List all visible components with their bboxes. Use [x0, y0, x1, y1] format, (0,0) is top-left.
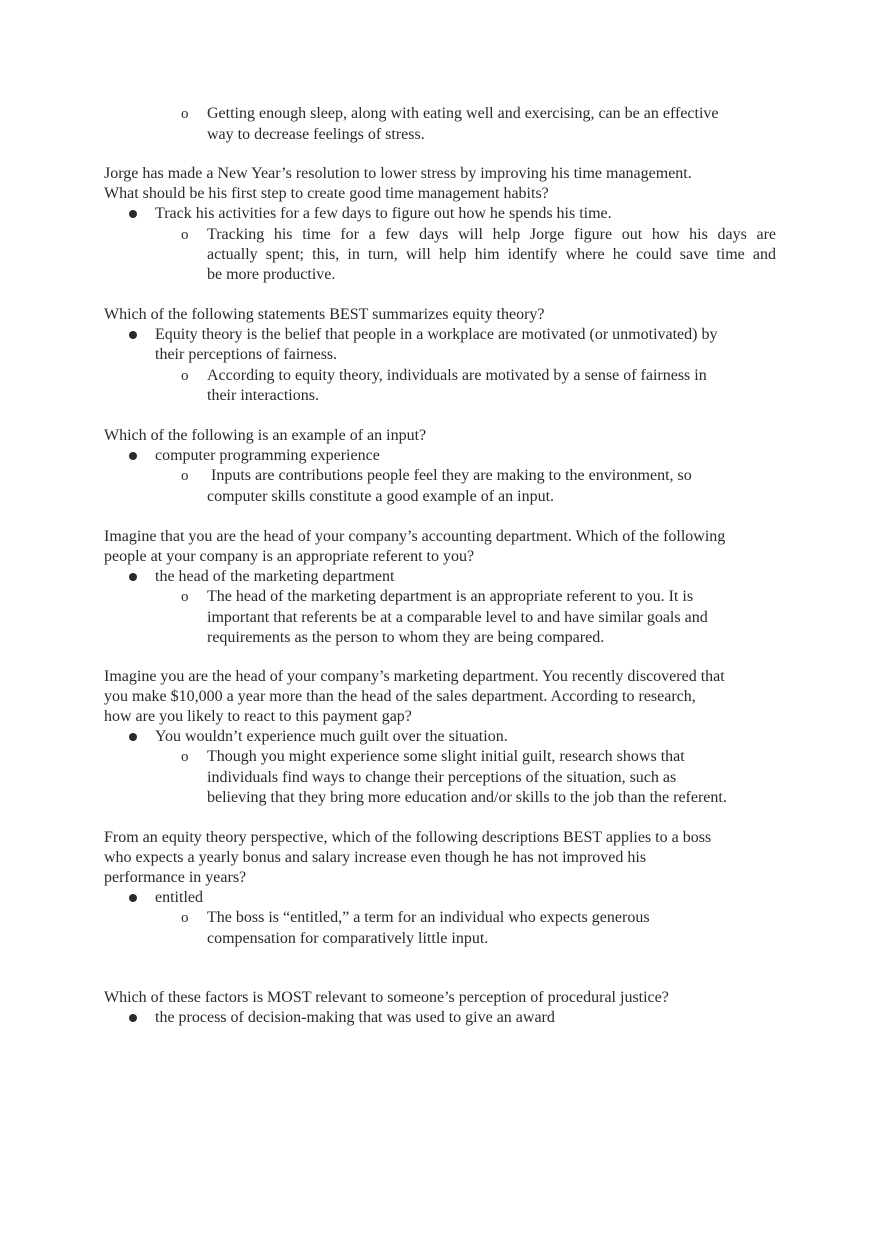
question-stem: Imagine that you are the head of your company’s accounting department. Which of the following [104, 528, 726, 545]
explanation-line: actually spent; this, in turn, will help him identify where he could save time and [207, 246, 776, 263]
bullet-icon [129, 210, 137, 218]
explanation-line: requirements as the person to whom they are being compared. [207, 629, 605, 646]
question-stem: Which of the following is an example of an input? [104, 427, 427, 444]
question-stem: Which of the following statements BEST summarizes equity theory? [104, 306, 545, 323]
question-stem: who expects a yearly bonus and salary increase even though he has not improved his [104, 849, 647, 866]
bullet-icon [129, 331, 137, 339]
answer-line: their perceptions of fairness. [155, 346, 338, 363]
explanation-line: Inputs are contributions people feel they are making to the environment, so [207, 467, 692, 484]
bullet-icon [129, 733, 137, 741]
explanation-line: Tracking his time for a few days will help Jorge figure out how his days are [207, 226, 776, 243]
sub-bullet-icon: o [181, 749, 189, 765]
answer-line: the head of the marketing department [155, 568, 395, 585]
explanation-line: According to equity theory, individuals are motivated by a sense of fairness in [207, 367, 707, 384]
answer-line: You wouldn’t experience much guilt over the situation. [155, 728, 508, 745]
explanation-line: important that referents be at a comparable level to and have similar goals and [207, 609, 708, 626]
explanation-line: The head of the marketing department is an appropriate referent to you. It is [207, 588, 694, 605]
explanation-line: compensation for comparatively little input. [207, 930, 489, 947]
question-stem: how are you likely to react to this payment gap? [104, 708, 412, 725]
explanation-line: their interactions. [207, 387, 319, 404]
sub-bullet-icon: o [181, 468, 189, 484]
explanation-line: Getting enough sleep, along with eating well and exercising, can be an effective [207, 105, 719, 122]
explanation-line: computer skills constitute a good example of an input. [207, 488, 555, 505]
sub-bullet-icon: o [181, 589, 189, 605]
explanation-line: individuals find ways to change their perceptions of the situation, such as [207, 769, 677, 786]
answer-line: the process of decision-making that was used to give an award [155, 1009, 555, 1026]
explanation-line: be more productive. [207, 266, 336, 283]
sub-bullet-icon: o [181, 910, 189, 926]
question-stem: Jorge has made a New Year’s resolution to lower stress by improving his time management. [104, 165, 692, 182]
answer-line: Track his activities for a few days to figure out how he spends his time. [155, 205, 612, 222]
answer-line: computer programming experience [155, 447, 380, 464]
sub-bullet-icon: o [181, 106, 189, 122]
bullet-icon [129, 1014, 137, 1022]
bullet-icon [129, 452, 137, 460]
question-stem: people at your company is an appropriate referent to you? [104, 548, 475, 565]
explanation-line: The boss is “entitled,” a term for an individual who expects generous [207, 909, 650, 926]
question-stem: From an equity theory perspective, which of the following descriptions BEST applies to a boss [104, 829, 712, 846]
answer-line: Equity theory is the belief that people in a workplace are motivated (or unmotivated) by [155, 326, 718, 343]
question-stem: Imagine you are the head of your company’s marketing department. You recently discovered that [104, 668, 725, 685]
explanation-line: way to decrease feelings of stress. [207, 126, 425, 143]
sub-bullet-icon: o [181, 368, 189, 384]
sub-bullet-icon: o [181, 227, 189, 243]
answer-line: entitled [155, 889, 203, 906]
question-stem: you make $10,000 a year more than the head of the sales department. According to research, [104, 688, 696, 705]
explanation-line: Though you might experience some slight initial guilt, research shows that [207, 748, 685, 765]
question-stem: What should be his first step to create good time management habits? [104, 185, 549, 202]
bullet-icon [129, 573, 137, 581]
question-stem: Which of these factors is MOST relevant to someone’s perception of procedural justice? [104, 989, 669, 1006]
bullet-icon [129, 894, 137, 902]
question-stem: performance in years? [104, 869, 247, 886]
explanation-line: believing that they bring more education and/or skills to the job than the referent. [207, 789, 727, 806]
